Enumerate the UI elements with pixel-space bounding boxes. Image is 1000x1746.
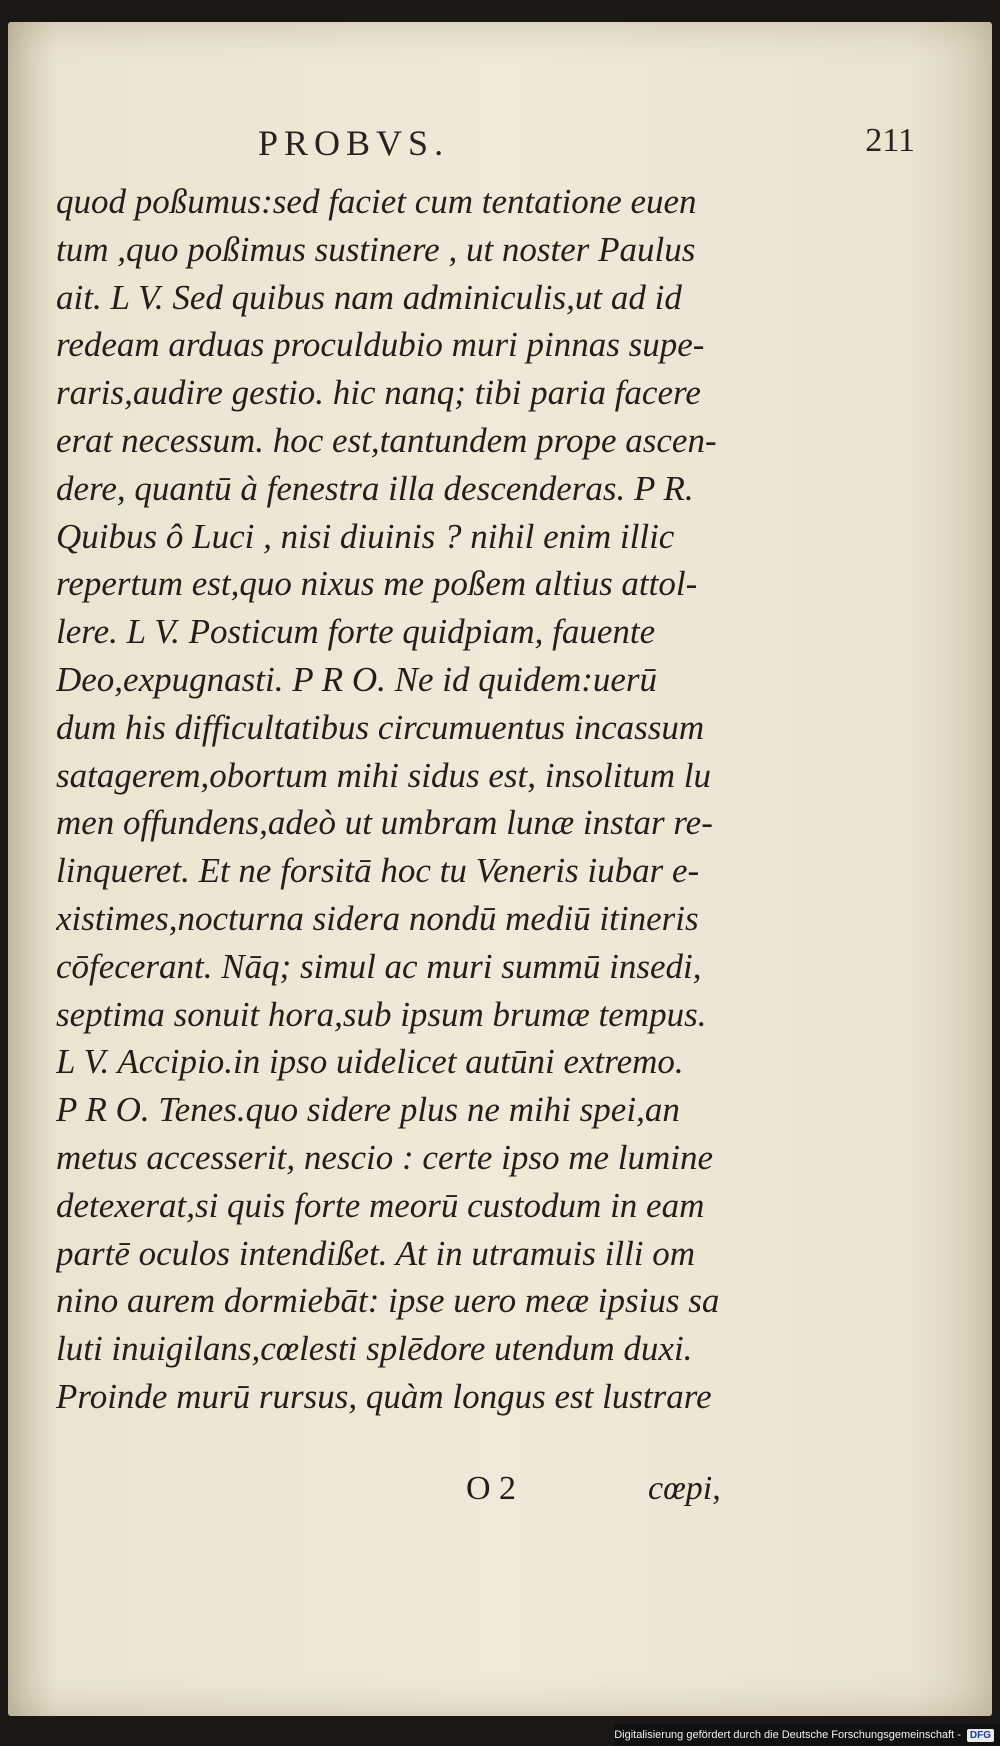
text-line: detexerat,si quis forte meorū custodum in eam bbox=[56, 1185, 705, 1225]
page-header bbox=[58, 122, 970, 170]
text-line: xistimes,nocturna sidera nondū mediū itineris bbox=[56, 898, 699, 938]
text-line: erat necessum. hoc est,tantundem prope ascen- bbox=[56, 420, 717, 460]
text-line: dere, quantū à fenestra illa descenderas. P R. bbox=[56, 468, 694, 508]
text-line: quod poßumus:sed faciet cum tentatione euen bbox=[56, 182, 697, 221]
text-line: nino aurem dormiebāt: ipse uero meæ ipsius sa bbox=[56, 1281, 720, 1321]
text-line: redeam arduas proculdubio muri pinnas supe- bbox=[56, 325, 705, 365]
text-line: lere. L V. Posticum forte quidpiam, fauente bbox=[56, 612, 656, 652]
text-line: Deo,expugnasti. P R O. Ne id quidem:uerū bbox=[56, 659, 658, 699]
text-line: P R O. Tenes.quo sidere plus ne mihi spei,an bbox=[56, 1090, 680, 1130]
text-line: dum his difficultatibus circumuentus incassum bbox=[56, 707, 705, 747]
text-line: Quibus ô Luci , nisi diuinis ? nihil enim illic bbox=[56, 516, 675, 556]
credit-text: Digitalisierung gefördert durch die Deutsche Forschungsgemeinschaft - bbox=[614, 1729, 961, 1741]
page-number: 211 bbox=[865, 122, 915, 159]
running-title: PROBVS. bbox=[258, 123, 450, 163]
text-line: luti inuigilans,cœlesti splēdore utendum duxi. bbox=[56, 1329, 693, 1369]
text-line: tum ,quo poßimus sustinere , ut noster Paulus bbox=[56, 229, 696, 269]
text-line: Proinde murū rursus, quàm longus est lustrare bbox=[56, 1376, 712, 1416]
text-line: ait. L V. Sed quibus nam adminiculis,ut ad id bbox=[56, 277, 682, 317]
text-line: L V. Accipio.in ipso uidelicet autūni extremo. bbox=[56, 1042, 684, 1082]
text-line: septima sonuit hora,sub ipsum brumæ tempus. bbox=[56, 994, 707, 1034]
catchword: cœpi, bbox=[648, 1470, 721, 1507]
text-line: raris,audire gestio. hic nanq; tibi paria facere bbox=[56, 373, 701, 413]
digitization-credit bbox=[614, 1724, 1000, 1746]
text-line: cōfecerant. Nāq; simul ac muri summū insedi, bbox=[56, 946, 702, 986]
text-line: linqueret. Et ne forsitā hoc tu Veneris iubar e- bbox=[56, 851, 700, 891]
text-line: satagerem,obortum mihi sidus est, insolitum lu bbox=[56, 755, 711, 795]
dfg-logo: DFG bbox=[967, 1729, 994, 1742]
body-text bbox=[56, 178, 776, 1421]
text-line: repertum est,quo nixus me poßem altius attol- bbox=[56, 564, 698, 604]
text-line: partē oculos intendißet. At in utramuis illi om bbox=[56, 1233, 696, 1273]
text-line: men offundens,adeò ut umbram lunæ instar re- bbox=[56, 803, 713, 843]
text-line: metus accesserit, nescio : certe ipso me lumine bbox=[56, 1137, 714, 1177]
page-footer bbox=[56, 1470, 756, 1520]
signature-mark: O 2 bbox=[466, 1470, 517, 1507]
